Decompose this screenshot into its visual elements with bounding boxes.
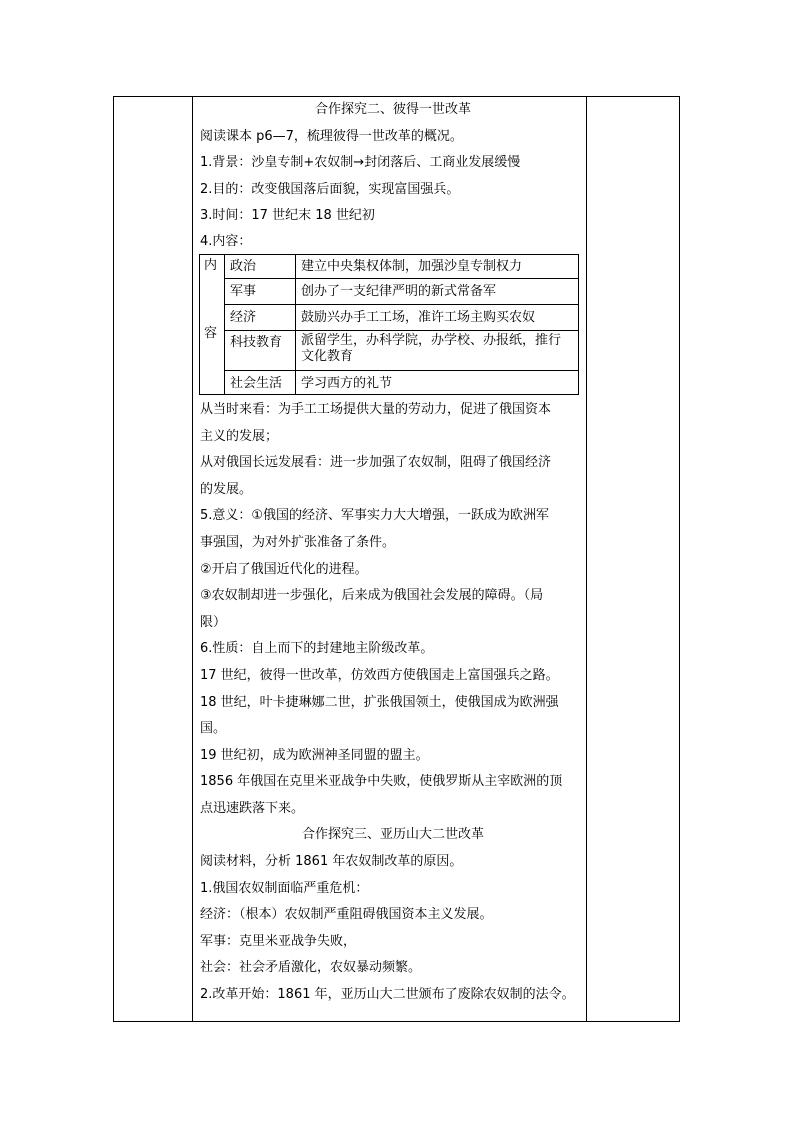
table-row-detail: 派留学生，办科学院，办学校、办报纸，推行文化教育 [296,330,579,370]
century-19-text: 19 世纪初，成为欧洲神圣同盟的盟主。 [200,747,429,763]
section2-intro: 阅读课本 p6—7，梳理彼得一世改革的概况。 [200,128,463,144]
century-18-line-1: 18 世纪，叶卡捷琳娜二世，扩张俄国领土，使俄国成为欧洲强 [200,694,559,710]
long-term-line-1: 从对俄国长远发展看：进一步加强了农奴制，阻碍了俄国经济 [200,455,552,471]
year-1856-line-2: 点迅速跌落下来。 [200,800,305,816]
table-row-field: 经济 [225,304,296,330]
table-row-field: 政治 [225,254,296,278]
table-row-detail: 鼓励兴办手工工场，准许工场主购买农奴 [296,304,579,330]
section3-title: 合作探究三、亚历山大二世改革 [301,827,484,843]
significance-line-2: 事强国，为对外扩张准备了条件。 [200,534,396,550]
significance-line-4: ③农奴制却进一步强化，后来成为俄国社会发展的障碍。（局 [200,588,544,604]
table-row-field: 社会生活 [225,370,296,394]
lesson-table [113,96,680,1022]
reform-start-text: 2.改革开始：1861 年，亚历山大二世颁布了废除农奴制的法令。 [200,987,575,1003]
reform-content-table [199,254,579,395]
short-term-line-1: 从当时来看：为手工工场提供大量的劳动力，促进了俄国资本 [200,401,552,417]
table-side-label [200,254,225,394]
table-row-field: 科技教育 [225,330,296,370]
century-18-line-2: 国。 [200,721,227,737]
society-text: 社会：社会矛盾激化，农奴暴动频繁。 [200,960,422,976]
section3-intro: 阅读材料，分析 1861 年农奴制改革的原因。 [200,854,463,870]
side-label-top: 内 [204,257,218,273]
crisis-text: 1.俄国农奴制面临严重危机： [200,880,369,896]
table-row-detail: 学习西方的礼节 [296,370,579,394]
century-17-text: 17 世纪，彼得一世改革，仿效西方使俄国走上富国强兵之路。 [200,667,559,683]
year-1856-line-1: 1856 年俄国在克里米亚战争中失败，使俄罗斯从主宰欧洲的顶 [200,774,563,790]
content-label: 4.内容： [200,233,252,249]
economy-text: 经济：（根本）农奴制严重阻碍俄国资本主义发展。 [200,907,493,923]
side-label-bottom: 容 [204,325,218,341]
significance-line-3: ②开启了俄国近代化的进程。 [200,561,368,577]
military-text: 军事：克里米亚战争失败， [200,933,357,949]
column-divider-right [586,97,587,1021]
main-content-cell [192,97,586,1009]
purpose-text: 2.目的：改变俄国落后面貌，实现富国强兵。 [200,181,460,197]
nature-text: 6.性质：自上而下的封建地主阶级改革。 [200,641,434,657]
table-row-field: 军事 [225,278,296,304]
significance-line-5: 限） [200,614,227,630]
long-term-line-2: 的发展。 [200,481,253,497]
section2-title: 合作探究二、彼得一世改革 [314,102,471,117]
table-row-detail: 建立中央集权体制，加强沙皇专制权力 [296,254,579,278]
background-text: 1.背景：沙皇专制+农奴制→封闭落后、工商业发展缓慢 [200,155,521,171]
table-row-detail: 创办了一支纪律严明的新式常备军 [296,278,579,304]
time-text: 3.时间：17 世纪末 18 世纪初 [200,208,375,224]
short-term-line-2: 主义的发展； [200,428,279,444]
significance-line-1: 5.意义：①俄国的经济、军事实力大大增强，一跃成为欧洲军 [200,508,550,524]
